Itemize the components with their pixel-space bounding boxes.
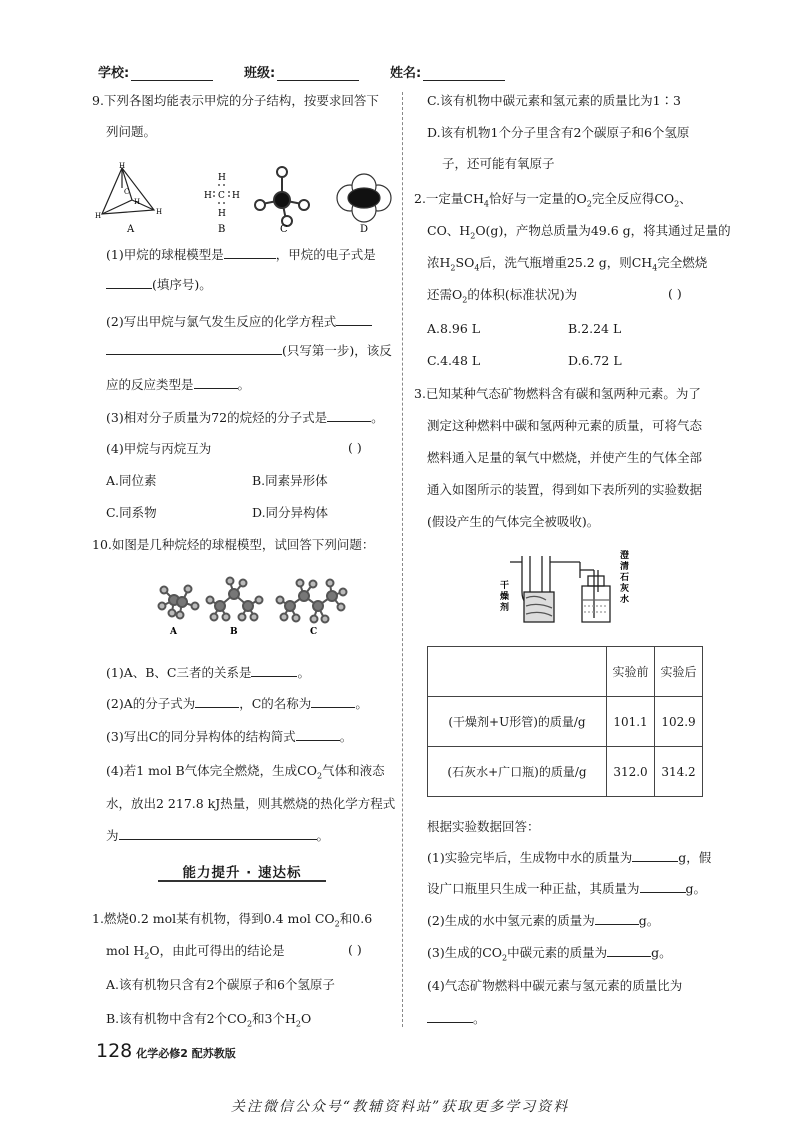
q3-p1-blank2[interactable] [640, 880, 686, 893]
q3-p3-text-b: 中碳元素的质量为 [507, 945, 608, 960]
q3-stem-line4: 通入如图所示的装置，得到如下表所列的实验数据 [427, 482, 703, 497]
q3-p1-text-b: g，假 [678, 850, 712, 865]
apparatus-left-label [499, 579, 510, 613]
table-cell-value: 312.0 [607, 747, 655, 797]
page-footer [96, 1040, 236, 1062]
q2-t7: CO、H [427, 223, 471, 238]
q3-p3-blank[interactable] [607, 944, 651, 957]
q10-p3-text-b: 。 [339, 729, 353, 744]
app-left-char-1: 干 [500, 581, 510, 591]
q3-p2-text-a: (2)生成的水中氢元素的质量为 [427, 913, 595, 928]
app-left-char-2: 燥 [500, 592, 510, 602]
school-label: 学校: [98, 66, 130, 81]
fig-a-atom-h3: H [156, 208, 163, 216]
q9-p1-text-c: (填序号)。 [152, 277, 212, 292]
q10-part4-line1 [106, 762, 385, 786]
q9-p1-text-b: ，甲烷的电子式是 [275, 247, 376, 262]
q1-stem-line2 [106, 942, 285, 966]
q9-p1-blank2[interactable] [106, 276, 152, 289]
q2-t10: 浓H [427, 255, 451, 270]
q10-part3 [106, 728, 352, 746]
q10-figures [150, 572, 370, 638]
q10-part2 [106, 695, 368, 713]
fig-c-label: C [280, 224, 288, 235]
q1-option-a[interactable]: A.该有机物只含有2个碳原子和6个氢原子 [106, 977, 335, 992]
table-header-blank [428, 647, 607, 697]
q9-p2-blank2[interactable] [106, 342, 282, 355]
apparatus-diagram [496, 548, 646, 628]
q9-part1-line1 [106, 246, 376, 264]
q1-stem-line1 [92, 910, 372, 934]
q10-p4-sub: 2 [316, 771, 323, 781]
q3-p4-blank[interactable] [427, 1010, 473, 1023]
q1-b-text-a: B.该有机物中含有2个CO [106, 1011, 247, 1026]
q3-p2-blank[interactable] [595, 912, 639, 925]
q9-part3 [106, 409, 384, 427]
q10-label-c: C [310, 627, 318, 637]
q1-b-text-c: O [300, 1011, 312, 1026]
q1-option-d-line1[interactable]: D.该有机物1个分子里含有2个碳原子和6个氢原 [427, 125, 690, 140]
fig-q10-c [277, 580, 347, 623]
q9-option-a[interactable]: A.同位素 [106, 473, 157, 488]
q3-stem-line2: 测定这种燃料中碳和氢两种元素的质量，可将气态 [427, 418, 703, 433]
q9-part2-line2 [106, 342, 392, 360]
q9-option-c[interactable]: C.同系物 [106, 505, 157, 520]
table-header-row [428, 647, 703, 697]
name-field [390, 62, 505, 81]
apparatus-right-label [619, 549, 629, 605]
app-right-char-2: 清 [620, 562, 630, 572]
q1-stem-b: 和0.6 [339, 911, 373, 926]
fig-a-atom-h2: H [95, 212, 102, 220]
column-divider [402, 92, 403, 1027]
q9-figures [92, 160, 392, 236]
q3-p1-blank1[interactable] [632, 849, 678, 862]
q10-p2-blank1[interactable] [195, 695, 239, 708]
q10-p2-text-c: 。 [355, 696, 368, 711]
q9-part2-line1 [106, 313, 372, 331]
q2-option-c[interactable]: C.4.48 L [427, 353, 481, 368]
q1-b-text-b: 和3个H [252, 1011, 296, 1026]
q10-p1-text-b: 。 [297, 665, 310, 680]
q1-option-d-line2: 子，还可能有氧原子 [442, 156, 555, 171]
q9-p1-text-a: (1)甲烷的球棍模型是 [106, 247, 224, 262]
class-blank[interactable] [277, 68, 359, 81]
q2-line4 [427, 286, 577, 310]
table-cell-value: 101.1 [607, 697, 655, 747]
q1-stem-c: mol H [106, 943, 145, 958]
q2-line2 [427, 222, 731, 246]
q1-stem-a: 1.燃烧0.2 mol某有机物，得到0.4 mol CO [92, 911, 335, 926]
class-field [244, 62, 359, 81]
fig-q10-a [159, 586, 199, 619]
q2-option-b[interactable]: B.2.24 L [568, 321, 622, 336]
q10-p3-text-a: (3)写出C的同分异构体的结构简式 [106, 729, 296, 744]
q2-option-d[interactable]: D.6.72 L [568, 353, 622, 368]
fig-a-atom-h4: H [134, 198, 141, 206]
fig-b-atom-h3: H [232, 191, 240, 201]
fig-q10-b [207, 578, 263, 621]
q1-option-b[interactable] [106, 1010, 311, 1034]
q2-s11: 2 [450, 263, 456, 273]
table-header-after: 实验后 [655, 647, 703, 697]
app-right-char-1: 澄 [620, 551, 630, 561]
fig-b-atom-h4: H [218, 209, 226, 219]
page-number: 128 [96, 1040, 133, 1062]
q9-p2-text-a: (2)写出甲烷与氯气发生反应的化学方程式 [106, 314, 337, 329]
fig-b-atom-h1: H [218, 173, 226, 183]
q10-stem: 10.如图是几种烷烃的球棍模型，试回答下列问题： [92, 537, 375, 552]
fig-a-atom-h1: H [119, 162, 126, 170]
fig-b-atom-h2: H [204, 191, 212, 201]
table-cell-label: (干燥剂+U形管)的质量/g [428, 697, 607, 747]
q3-p1-text-c: 设广口瓶里只生成一种正盐，其质量为 [427, 881, 640, 896]
q9-p3-text-b: 。 [371, 410, 384, 425]
experiment-table [427, 646, 703, 797]
school-blank[interactable] [131, 68, 213, 81]
q9-option-b[interactable]: B.同素异形体 [252, 473, 328, 488]
q9-p2-blank3[interactable] [194, 376, 238, 389]
q2-t0: 2.一定量CH [414, 191, 484, 206]
fig-a-label: A [127, 224, 135, 235]
q2-s8: 2 [470, 231, 476, 241]
q2-s13: 4 [474, 263, 480, 273]
q2-t2: 恰好与一定量的O [489, 191, 587, 206]
q3-stem-line1: 3.已知某种气态矿物燃料含有碳和氢两种元素。为了 [414, 386, 701, 401]
q9-p2-blank1[interactable] [336, 313, 372, 326]
q1-stem-sub2: 2 [144, 951, 150, 961]
q3-p3-text-c: g。 [651, 945, 672, 960]
q10-p2-text-b: ，C的名称为 [239, 696, 312, 711]
u-tube [510, 556, 580, 622]
q10-part4-line2: 水，放出2 217.8 kJ热量，则其燃烧的热化学方程式 [106, 796, 396, 811]
q2-s18: 2 [462, 295, 468, 305]
q1-option-c[interactable]: C.该有机物中碳元素和氢元素的质量比为1∶3 [427, 93, 681, 108]
q10-part1 [106, 664, 310, 682]
q10-p1-text-a: (1)A、B、C三者的关系是 [106, 665, 252, 680]
q2-t19: 的体积(标准状况)为 [467, 287, 578, 302]
app-right-char-5: 水 [620, 595, 630, 605]
q10-label-b: B [230, 627, 238, 637]
q10-p4-blank[interactable] [119, 827, 317, 840]
q2-t4: 完全反应得CO [591, 191, 675, 206]
q2-t6: 、 [679, 191, 692, 206]
q1-stem-d: O，由此可得出的结论是 [149, 943, 285, 958]
q9-option-d[interactable]: D.同分异构体 [252, 505, 329, 520]
fig-c-ball-stick [255, 167, 309, 226]
school-field [98, 62, 213, 81]
q2-s5: 2 [674, 199, 680, 209]
q2-line1 [414, 190, 692, 214]
q9-p1-blank1[interactable] [224, 246, 276, 259]
table-cell-value: 102.9 [655, 697, 703, 747]
q3-p3-text-a: (3)生成的CO [427, 945, 503, 960]
q10-p2-text-a: (2)A的分子式为 [106, 696, 196, 711]
fig-d-space-filling [337, 174, 391, 222]
q9-part1-line2 [106, 276, 212, 294]
q3-part2 [427, 912, 659, 930]
q2-option-a[interactable]: A.8.96 L [427, 321, 481, 336]
table-row [428, 697, 703, 747]
q2-s3: 2 [586, 199, 592, 209]
fig-b-atom-c: C [218, 191, 225, 201]
table-cell-label: (石灰水+广口瓶)的质量/g [428, 747, 607, 797]
q2-t16: 完全燃烧 [657, 255, 708, 270]
q2-t14: 后，洗气瓶增重25.2 g，则CH [479, 255, 653, 270]
q10-p1-blank[interactable] [251, 664, 297, 677]
q1-stem-sub1: 2 [334, 919, 340, 929]
q10-p3-blank[interactable] [296, 728, 340, 741]
q9-answer-paren[interactable]: ( ) [348, 440, 362, 455]
fig-a-atom-c: C [124, 188, 130, 196]
q10-p4-text-a: (4)若1 mol B气体完全燃烧，生成CO [106, 763, 317, 778]
q1-b-sub1: 2 [246, 1019, 253, 1029]
section-banner [158, 860, 326, 882]
q3-part1-line1 [427, 849, 711, 867]
q9-p2-text-d: 。 [237, 377, 251, 392]
q9-part4: (4)甲烷与丙烷互为 [106, 441, 212, 456]
fig-b-electron-formula [204, 173, 240, 219]
q10-p4-text-d: 。 [316, 828, 330, 843]
q2-s15: 4 [652, 263, 658, 273]
app-right-char-3: 石 [620, 573, 630, 583]
q9-part2-line3 [106, 376, 250, 394]
q3-p1-text-d: g。 [685, 881, 707, 896]
q3-p1-text-a: (1)实验完毕后，生成物中水的质量为 [427, 850, 633, 865]
q9-p2-text-b: (只写第一步)，该反 [282, 343, 392, 358]
q1-answer-paren[interactable]: ( ) [348, 942, 362, 957]
q2-t17: 还需O [427, 287, 463, 302]
q9-stem-line2: 列问题。 [106, 124, 157, 139]
q2-t12: SO [455, 255, 475, 270]
q3-stem-line3: 燃料通入足量的氧气中燃烧，并使产生的气体全部 [427, 450, 703, 465]
q3-p4-text-b: 。 [473, 1011, 486, 1026]
q3-p3-sub: 2 [502, 953, 508, 963]
q9-p3-blank[interactable] [327, 409, 371, 422]
q9-p3-text-a: (3)相对分子质量为72的烷烃的分子式是 [106, 410, 328, 425]
app-right-char-4: 灰 [620, 584, 630, 594]
q1-b-sub2: 2 [295, 1019, 301, 1029]
q10-label-a: A [170, 627, 177, 637]
table-cell-value: 314.2 [655, 747, 703, 797]
q3-part4-line1: (4)气态矿物燃料中碳元素与氢元素的质量比为 [427, 978, 683, 993]
book-title: 化学必修2 配苏教版 [136, 1047, 236, 1060]
q3-stem-line5: (假设产生的气体完全被吸收)。 [427, 514, 600, 529]
name-label: 姓名: [390, 66, 422, 81]
q3-part4-line2 [427, 1010, 486, 1028]
table-header-before: 实验前 [607, 647, 655, 697]
q2-s1: 4 [483, 199, 489, 209]
q10-part4-line3 [106, 827, 329, 845]
app-left-char-3: 剂 [500, 603, 510, 613]
q2-line3 [427, 254, 707, 278]
q10-p2-blank2[interactable] [311, 695, 355, 708]
q10-p4-text-b: 气体和液态 [322, 763, 385, 778]
q10-p4-text-c: 为 [106, 828, 119, 843]
banner-title: 能力提升 · 速达标 [182, 865, 302, 881]
answer-intro: 根据实验数据回答： [427, 819, 540, 834]
table-row [428, 747, 703, 797]
wide-mouth-bottle [580, 570, 610, 622]
q2-t9: O(g)，产物总质量为49.6 g，将其通过足量的 [475, 223, 731, 238]
q3-p2-text-b: g。 [638, 913, 660, 928]
q9-p2-text-c: 应的反应类型是 [106, 377, 194, 392]
q3-part3 [427, 944, 672, 968]
watermark-text: 关注微信公众号“教辅资料站”获取更多学习资料 [230, 1099, 570, 1115]
name-blank[interactable] [423, 68, 505, 81]
fig-d-label: D [360, 224, 369, 235]
fig-b-label: B [218, 224, 226, 235]
q3-part1-line2 [427, 880, 706, 898]
q2-answer-paren[interactable]: ( ) [668, 286, 682, 301]
q9-stem-line1: 9.下列各图均能表示甲烷的分子结构，按要求回答下 [92, 93, 379, 108]
class-label: 班级: [244, 66, 276, 81]
